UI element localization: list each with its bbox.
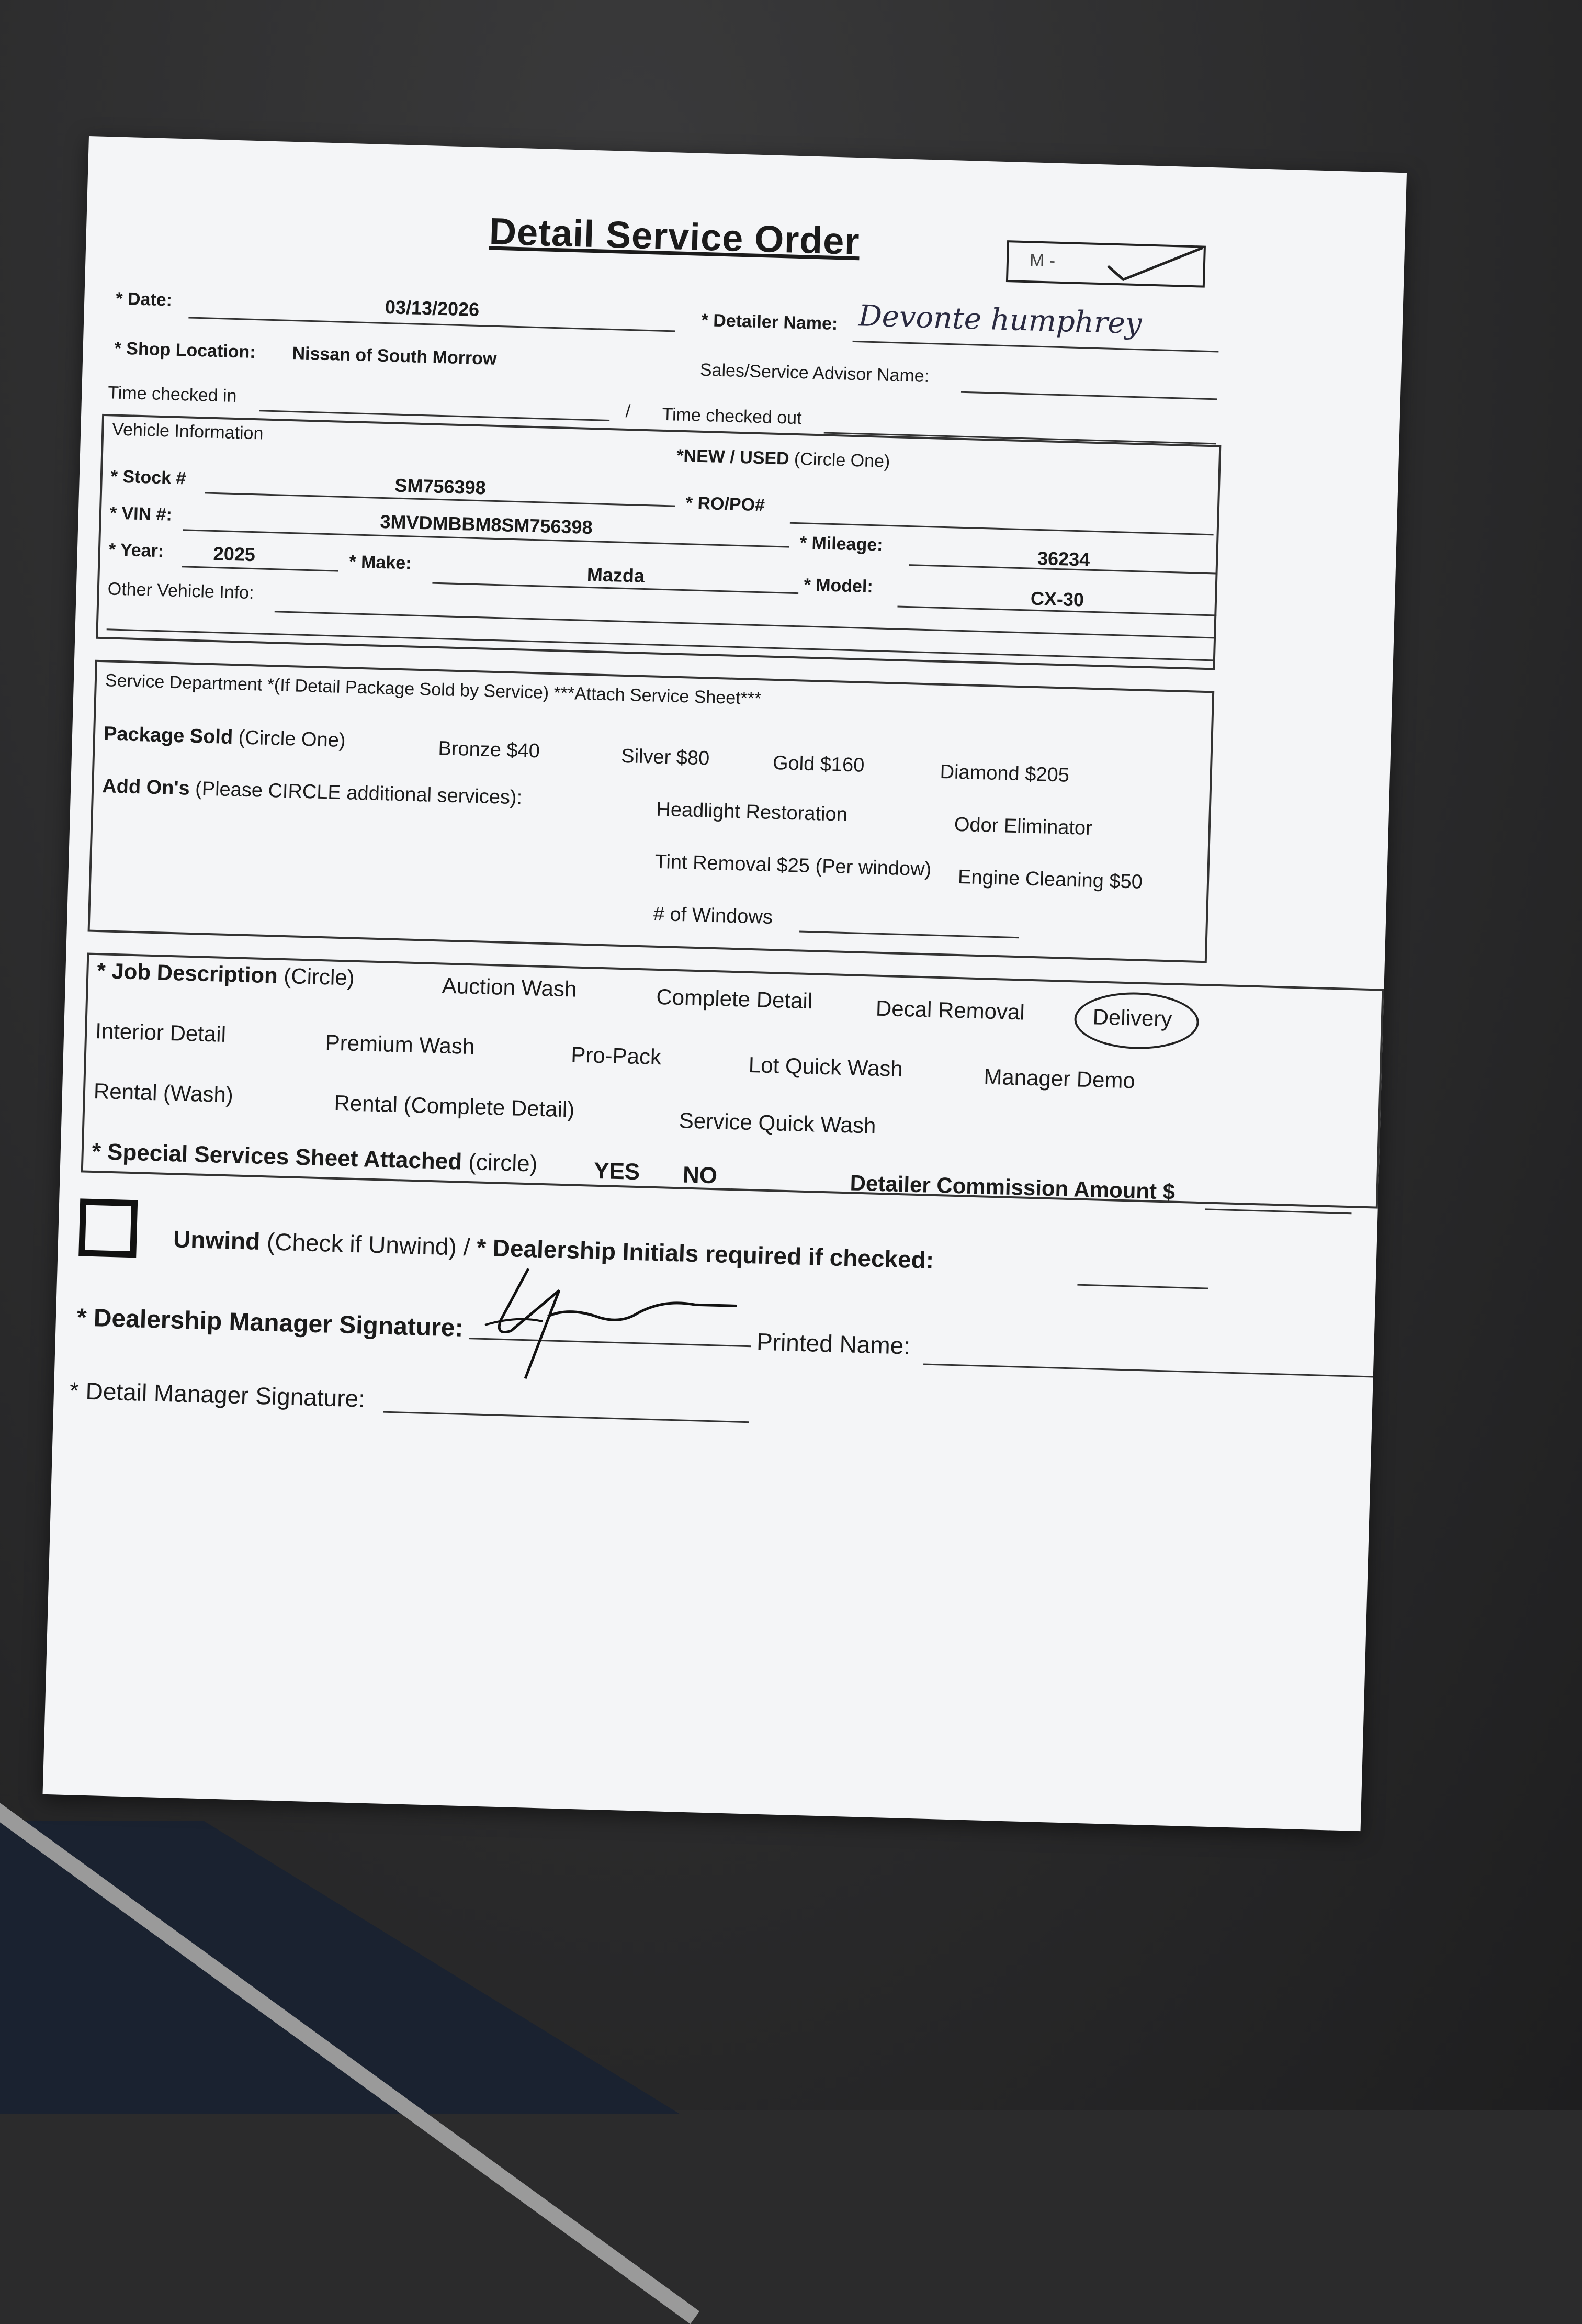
addon-headlight: Headlight Restoration	[656, 798, 848, 826]
initials-label: * Dealership Initials required if checked:	[476, 1233, 934, 1274]
job-hint: (Circle)	[283, 963, 355, 990]
package-gold: Gold $160	[772, 751, 865, 777]
addon-tint: Tint Removal $25 (Per window)	[654, 850, 932, 881]
model-label: * Model:	[804, 575, 874, 597]
detailer-label: * Detailer Name:	[701, 310, 838, 334]
form-title: Detail Service Order	[489, 210, 861, 263]
time-in-line	[259, 391, 610, 421]
advisor-line	[961, 373, 1218, 400]
mileage-label: * Mileage:	[799, 533, 884, 555]
package-silver: Silver $80	[620, 745, 710, 770]
detail-manager-signature-line	[383, 1385, 750, 1423]
addons-label: Add On's	[101, 775, 190, 800]
mileage-value: 36234	[1037, 547, 1090, 570]
service-order-form	[42, 136, 1407, 1831]
initials-line	[1077, 1263, 1208, 1289]
time-in-label: Time checked in	[107, 383, 238, 407]
model-value: CX-30	[1030, 587, 1084, 611]
vin-value: 3MVDMBBM8SM756398	[380, 510, 593, 538]
addon-engine: Engine Cleaning $50	[957, 866, 1143, 893]
vin-label: * VIN #:	[109, 503, 173, 525]
vehicle-section-label: Vehicle Information	[111, 419, 264, 444]
ro-label: * RO/PO#	[685, 493, 765, 515]
dm-signature-scribble	[462, 1256, 748, 1390]
special-hint: (circle)	[468, 1149, 538, 1177]
m-label: M -	[1029, 250, 1056, 271]
special-yes: YES	[593, 1158, 640, 1185]
package-diamond: Diamond $205	[940, 760, 1070, 787]
make-value: Mazda	[586, 563, 645, 587]
job-service-quick-wash: Service Quick Wash	[679, 1108, 876, 1138]
unwind-hint: (Check if Unwind) /	[266, 1228, 477, 1261]
addon-odor: Odor Eliminator	[954, 813, 1093, 840]
year-value: 2025	[213, 542, 256, 566]
special-no: NO	[682, 1162, 718, 1189]
stock-label: * Stock #	[110, 466, 186, 489]
detail-manager-signature-label: * Detail Manager Signature:	[69, 1376, 366, 1412]
job-rental-complete: Rental (Complete Detail)	[333, 1090, 575, 1122]
addons-hint: (Please CIRCLE additional services):	[195, 778, 523, 809]
year-label: * Year:	[108, 540, 164, 562]
special-label: * Special Services Sheet Attached	[92, 1138, 462, 1175]
date-label: * Date:	[115, 288, 173, 310]
job-lot-quick-wash: Lot Quick Wash	[748, 1052, 903, 1082]
package-label: Package Sold	[103, 723, 233, 749]
package-hint: (Circle One)	[238, 726, 346, 752]
job-auction-wash: Auction Wash	[442, 973, 578, 1002]
printed-name-label: Printed Name:	[756, 1328, 911, 1360]
date-value: 03/13/2026	[385, 296, 480, 320]
commission-line	[1205, 1185, 1352, 1214]
commission-label: Detailer Commission Amount $	[850, 1170, 1176, 1204]
check-mark-icon	[1102, 240, 1208, 290]
new-used-hint: (Circle One)	[794, 448, 890, 471]
shop-label: * Shop Location:	[114, 338, 256, 363]
job-delivery: Delivery	[1092, 1004, 1173, 1031]
job-label: * Job Description	[96, 958, 278, 988]
job-interior-detail: Interior Detail	[95, 1018, 227, 1047]
job-decal-removal: Decal Removal	[875, 995, 1025, 1025]
unwind-checkbox[interactable]	[78, 1198, 138, 1258]
service-header: Service Department *(If Detail Package Sold by Service) ***Attach Service Sheet***	[105, 670, 762, 709]
advisor-label: Sales/Service Advisor Name:	[699, 360, 930, 387]
package-bronze: Bronze $40	[438, 737, 540, 762]
job-premium-wash: Premium Wash	[325, 1030, 475, 1059]
time-out-label: Time checked out	[662, 404, 803, 429]
job-complete-detail: Complete Detail	[656, 984, 813, 1014]
stock-value: SM756398	[394, 474, 487, 499]
job-manager-demo: Manager Demo	[983, 1064, 1136, 1093]
m-number-box	[1006, 240, 1206, 288]
new-used-label: *NEW / USED	[676, 445, 790, 469]
shop-value: Nissan of South Morrow	[292, 343, 497, 369]
detailer-handwritten: Devonte humphrey	[858, 299, 1143, 341]
slash: /	[625, 401, 631, 422]
dm-signature-label: * Dealership Manager Signature:	[76, 1304, 464, 1342]
windows-label: # of Windows	[653, 903, 773, 929]
job-rental-wash: Rental (Wash)	[93, 1078, 234, 1107]
printed-name-line	[923, 1337, 1374, 1377]
other-info-label: Other Vehicle Info:	[107, 579, 255, 603]
make-label: * Make:	[348, 552, 412, 574]
job-pro-pack: Pro-Pack	[570, 1042, 662, 1070]
unwind-label: Unwind	[173, 1225, 261, 1255]
